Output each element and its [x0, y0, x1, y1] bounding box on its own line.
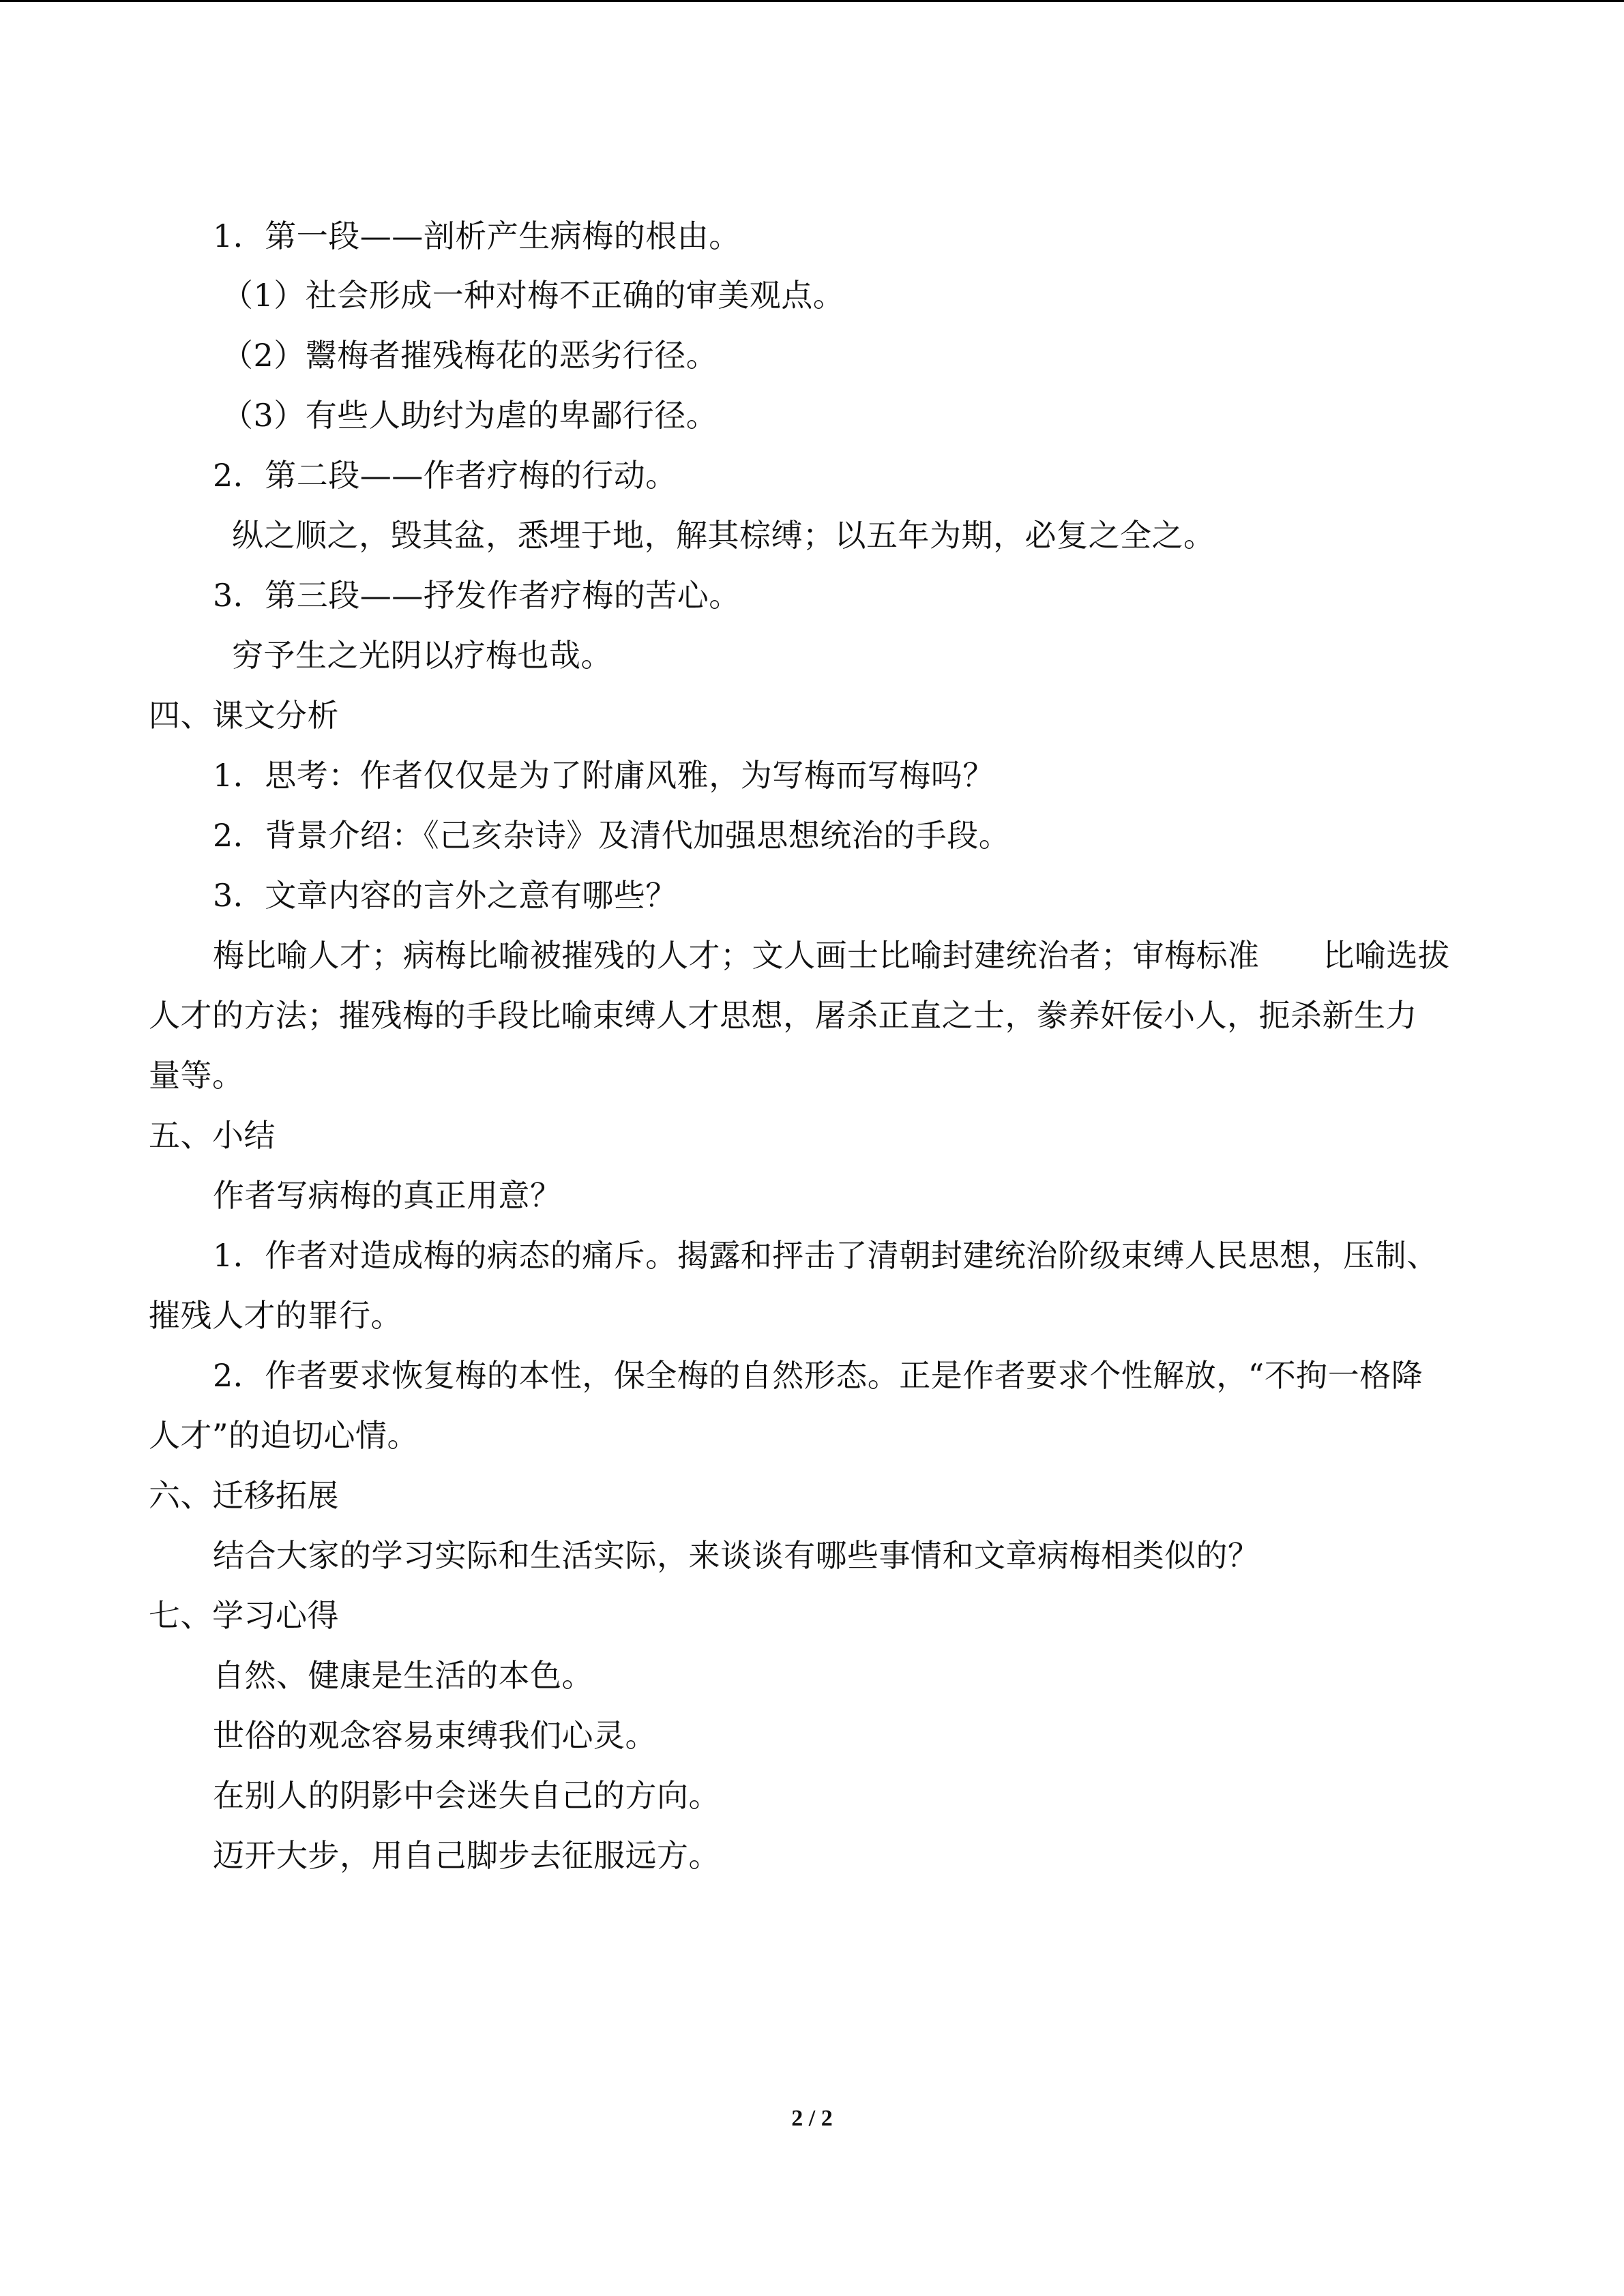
paragraph-line: 1．第一段——剖析产生病梅的根由。	[213, 218, 741, 254]
section-heading: 五、小结	[149, 1117, 276, 1154]
top-border-line	[0, 0, 1624, 2]
section-heading: 七、学习心得	[149, 1597, 339, 1634]
paragraph-line: 纵之顺之，毁其盆，悉埋于地，解其棕缚；以五年为期，必复之全之。	[232, 517, 1215, 554]
paragraph-line: 摧残人才的罪行。	[149, 1297, 402, 1334]
page-number: 2 / 2	[791, 2106, 833, 2131]
paragraph-line: 2．作者要求恢复梅的本性，保全梅的自然形态。正是作者要求个性解放，“不拘一格降	[213, 1357, 1423, 1394]
paragraph-line: 世俗的观念容易束缚我们心灵。	[213, 1717, 657, 1754]
paragraph-line: 梅比喻人才；病梅比喻被摧残的人才；文人画士比喻封建统治者；审梅标准 比喻选拔	[213, 937, 1450, 974]
paragraph-line: 结合大家的学习实际和生活实际，来谈谈有哪些事情和文章病梅相类似的？	[213, 1537, 1260, 1574]
paragraph-line: 1．思考：作者仅仅是为了附庸风雅，为写梅而写梅吗？	[213, 757, 994, 794]
paragraph-line: 人才的方法；摧残梅的手段比喻束缚人才思想，屠杀正直之士，豢养奸佞小人，扼杀新生力	[149, 997, 1417, 1034]
paragraph-line: 1．作者对造成梅的病态的痛斥。揭露和抨击了清朝封建统治阶级束缚人民思想，压制、	[213, 1237, 1438, 1274]
paragraph-line: 作者写病梅的真正用意？	[213, 1177, 562, 1214]
section-heading: 四、课文分析	[149, 697, 339, 734]
paragraph-line: 3．第三段——抒发作者疗梅的苦心。	[213, 577, 741, 614]
paragraph-line: （2）鬻梅者摧残梅花的恶劣行径。	[222, 337, 718, 374]
paragraph-line: 在别人的阴影中会迷失自己的方向。	[213, 1777, 720, 1814]
paragraph-line: 迈开大步，用自己脚步去征服远方。	[213, 1837, 720, 1874]
paragraph-line: 2．第二段——作者疗梅的行动。	[213, 457, 677, 494]
section-heading: 六、迁移拓展	[149, 1477, 339, 1514]
paragraph-line: 2．背景介绍：《己亥杂诗》及清代加强思想统治的手段。	[213, 817, 1011, 854]
paragraph-line: 穷予生之光阴以疗梅也哉。	[232, 637, 612, 674]
paragraph-line: 自然、健康是生活的本色。	[213, 1657, 593, 1694]
paragraph-line: （1）社会形成一种对梅不正确的审美观点。	[222, 277, 845, 314]
paragraph-line: 人才”的迫切心情。	[149, 1417, 419, 1454]
paragraph-line: 量等。	[149, 1057, 244, 1094]
paragraph-line: （3）有些人助纣为虐的卑鄙行径。	[222, 397, 718, 434]
paragraph-line: 3．文章内容的言外之意有哪些？	[213, 877, 677, 914]
